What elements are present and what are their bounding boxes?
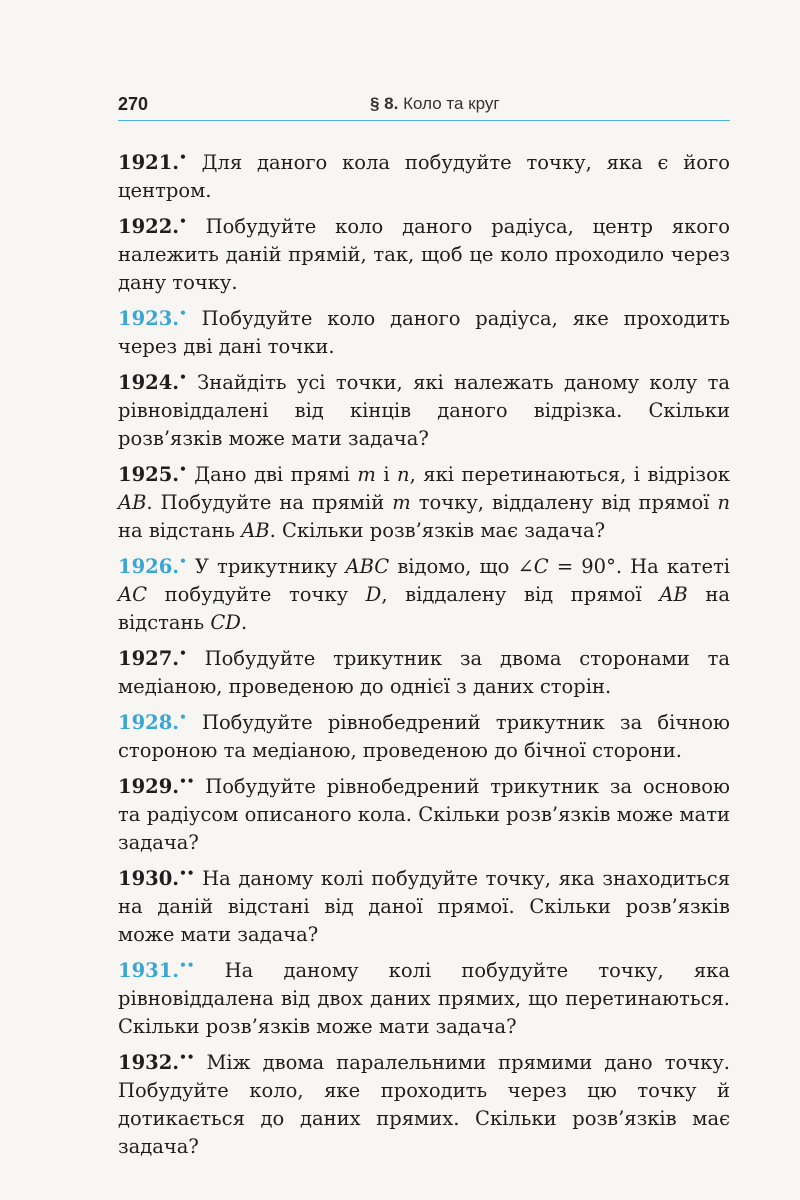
difficulty-mark: •	[179, 370, 187, 384]
difficulty-mark: •	[179, 214, 187, 228]
problem-1921	[118, 143, 730, 205]
problem-text: У трикутнику ABC відомо, що ∠C = 90°. На катеті AC побудуйте точку D, віддалену від прямої AB на відстань CD.	[118, 555, 731, 634]
section-mark: § 8.	[370, 94, 399, 113]
page-header	[118, 94, 730, 122]
difficulty-mark: ••	[179, 774, 195, 788]
problem-number: 1922.•	[118, 214, 187, 238]
section-title: Коло та круг	[403, 94, 500, 113]
difficulty-mark: ••	[179, 1050, 195, 1064]
problem-1929	[118, 767, 730, 857]
header-rule	[118, 120, 730, 121]
problem-1932	[118, 1043, 730, 1161]
page-number: 270	[118, 94, 149, 114]
problem-number: 1921.•	[118, 150, 187, 174]
problem-text: Між двома паралельними прямими дано точку. Побудуйте коло, яке проходить через цю точку й дотикається до даних прямих. Скільки розв’язків має задача?	[118, 1051, 730, 1158]
problem-1930	[118, 859, 730, 949]
problem-1923	[118, 299, 730, 361]
problem-1924	[118, 363, 730, 453]
problem-number: 1923.•	[118, 306, 187, 330]
problem-list	[118, 143, 730, 1163]
problem-number: 1930.••	[118, 866, 195, 890]
problem-number: 1926.•	[118, 554, 187, 578]
problem-text: Побудуйте трикутник за двома сторонами та медіаною, проведеною до однієї з даних сторін.	[118, 647, 730, 698]
problem-text: Побудуйте рівнобедрений трикутник за бічною стороною та медіаною, проведеною до бічної сторони.	[118, 711, 730, 762]
difficulty-mark: •	[179, 306, 187, 320]
problem-text: Знайдіть усі точки, які належать даному колу та рівновіддалені від кінців даного відрізка. Скільки розв’язків може мати задача?	[118, 371, 730, 450]
problem-text: На даному колі побудуйте точку, яка рівновіддалена від двох даних прямих, що перетинаються. Скільки розв’язків може мати задача?	[118, 959, 730, 1038]
problem-1931	[118, 951, 730, 1041]
problem-number: 1925.•	[118, 462, 187, 486]
difficulty-mark: •	[179, 646, 187, 660]
difficulty-mark: •	[179, 150, 187, 164]
problem-1927	[118, 639, 730, 701]
problem-number: 1932.••	[118, 1050, 195, 1074]
difficulty-mark: •	[179, 462, 187, 476]
problem-1925	[118, 455, 730, 545]
problem-text: Побудуйте коло даного радіуса, яке проходить через дві дані точки.	[118, 307, 730, 358]
problem-number: 1931.••	[118, 958, 195, 982]
difficulty-mark: ••	[179, 958, 195, 972]
difficulty-mark: •	[179, 710, 187, 724]
problem-1928	[118, 703, 730, 765]
problem-number: 1929.••	[118, 774, 195, 798]
problem-number: 1927.•	[118, 646, 187, 670]
problem-1926	[118, 547, 730, 637]
running-title	[370, 94, 500, 114]
difficulty-mark: •	[179, 554, 187, 568]
problem-text: Для даного кола побудуйте точку, яка є його центром.	[118, 151, 730, 202]
problem-text: На даному колі побудуйте точку, яка знаходиться на даній відстані від даної прямої. Скільки розв’язків може мати задача?	[118, 867, 730, 946]
problem-text: Побудуйте рівнобедрений трикутник за основою та радіусом описаного кола. Скільки розв’язків може мати задача?	[118, 775, 731, 854]
problem-text: Побудуйте коло даного радіуса, центр якого належить даній прямій, так, щоб це коло проходило через дану точку.	[118, 215, 730, 294]
problem-1922	[118, 207, 730, 297]
problem-number: 1924.•	[118, 370, 187, 394]
problem-number: 1928.•	[118, 710, 187, 734]
difficulty-mark: ••	[179, 866, 195, 880]
problem-text: Дано дві прямі m і n, які перетинаються, і відрізок AB. Побудуйте на прямій m точку, віддалену від прямої n на відстань AB. Скільки розв’язків має задача?	[118, 463, 730, 542]
